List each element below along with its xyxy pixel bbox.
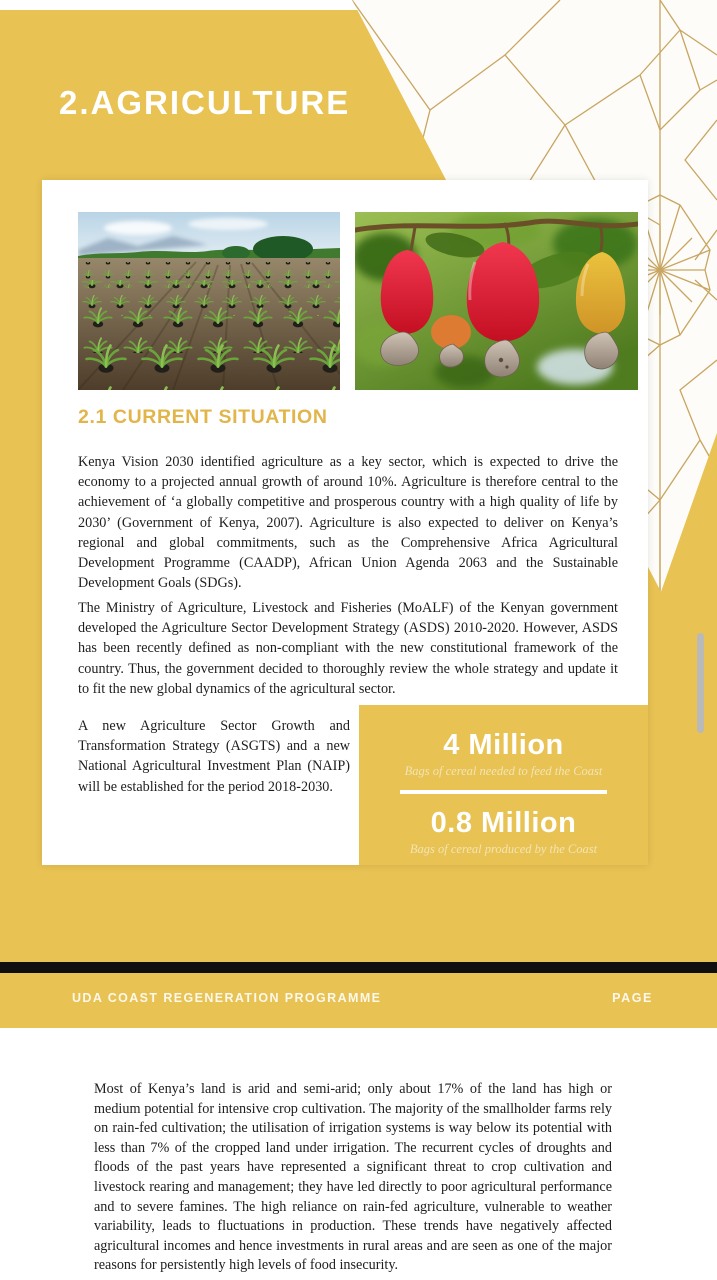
footer-programme-label: UDA COAST REGENERATION PROGRAMME — [72, 991, 382, 1005]
footer-page-label: PAGE — [612, 991, 653, 1005]
paragraph-current-situation-3: A new Agriculture Sector Growth and Transformation Strategy (ASGTS) and a new National Agricultural Investment Plan (NAIP) will be established for the period 2018-2030. — [78, 718, 350, 795]
cashew-photo-art — [355, 212, 638, 390]
cashew-photo — [355, 212, 638, 390]
stat-value-produced: 0.8 Million — [430, 807, 577, 839]
stats-panel — [359, 705, 648, 865]
section-heading: 2.1 CURRENT SITUATION — [78, 406, 328, 428]
paragraph-current-situation-2: The Ministry of Agriculture, Livestock and Fisheries (MoALF) of the Kenyan government developed the Agriculture Sector Development Strategy (ASDS) 2010-2020. However, ASDS has been recently defined as non-compliant with the new constitutional framework of the country. Thus, the government decided to thoroughly review the whole strategy and update it to fit the new global dynamics of the agricultural sector. — [78, 600, 618, 697]
stat-caption-needed: Bags of cereal needed to feed the Coast — [404, 764, 603, 778]
field-photo-art — [78, 212, 340, 390]
page-divider-bar — [0, 962, 717, 973]
page-title: 2.AGRICULTURE — [59, 84, 351, 121]
paragraph-current-situation-1: Kenya Vision 2030 identified agriculture as a key sector, which is expected to drive the economy to a projected annual growth of around 10%. Agriculture is therefore central to the achievement of ‘a globally competitive and prosperous country with a high quality of life by 2030’ (Government of Kenya, 2007). Agriculture is also expected to deliver on Kenya’s regional and global commitments, such as the Comprehensive Africa Agricultural Development Programme (CAADP), African Union Agenda 2063 and the Sustainable Development Goals (SDGs). — [78, 454, 618, 592]
stat-caption-produced: Bags of cereal produced by the Coast — [409, 842, 598, 856]
stats-divider — [400, 790, 607, 794]
field-photo — [78, 212, 340, 390]
content-card — [42, 180, 648, 865]
scrollbar-thumb[interactable] — [697, 633, 704, 733]
stat-value-needed: 4 Million — [443, 729, 564, 761]
paragraph-next-page: Most of Kenya’s land is arid and semi-arid; only about 17% of the land has high or medium potential for intensive crop cultivation. The majority of the smallholder farms rely on rain-fed cultivation; the utilisation of irrigation systems is way below its potential with less than 7% of the cropped land under irrigation. The recurrent cycles of droughts and floods of the past years have represented a significant threat to crop cultivation and livestock rearing and management; they have led directly to poor agricultural performance and to severe famines. The high reliance on rain-fed agriculture, vulnerable to weather variability, leads to fluctuations in production. These trends have negatively affected agricultural incomes and hence investments in rural areas and are seen as one of the major reasons for persistently high levels of food insecurity. — [94, 1081, 612, 1274]
